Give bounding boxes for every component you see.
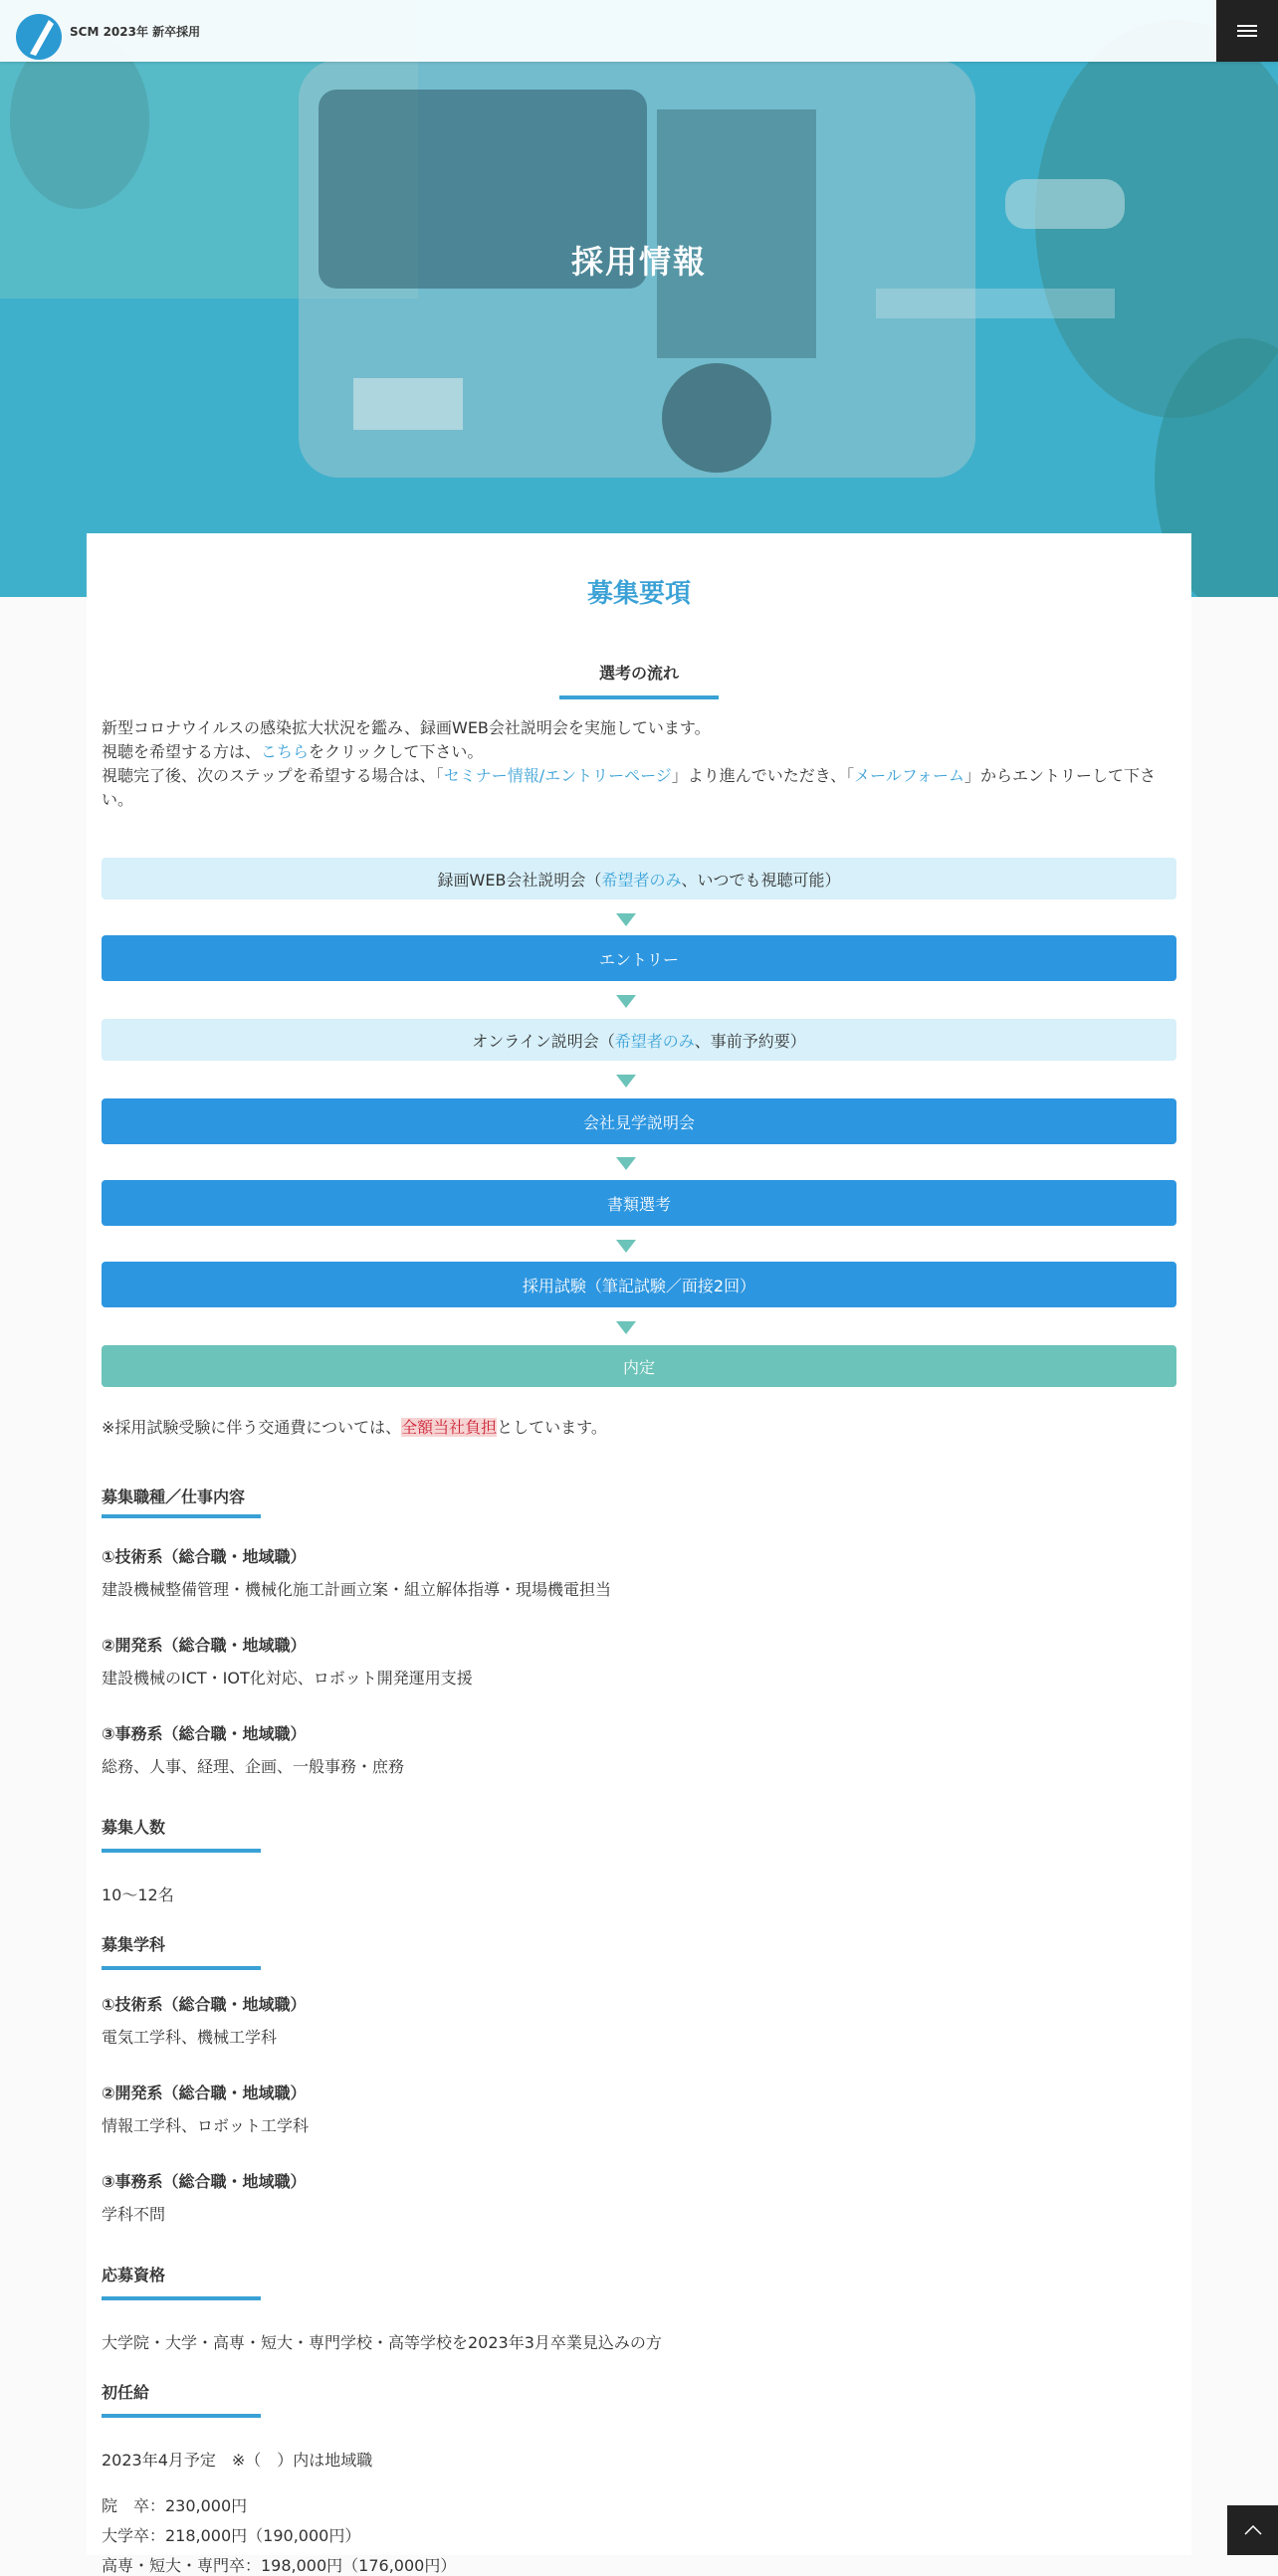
count-heading: 募集人数 — [102, 1818, 166, 1837]
job-1-title: ①技術系（総合職・地域職） — [102, 1547, 307, 1566]
flow-arrow — [616, 1075, 636, 1088]
hamburger-icon — [1237, 23, 1257, 39]
flow-step-company-tour[interactable]: 会社見学説明会 — [102, 1098, 1176, 1144]
page-title: 採用情報 — [570, 243, 707, 281]
flow-arrow — [616, 1321, 636, 1334]
video-link[interactable]: こちら — [261, 742, 310, 761]
salary-note: 2023年4月予定 ※（ ）内は地域職 — [102, 2451, 373, 2470]
intro-text-a: 視聴を希望する方は、 — [102, 742, 262, 761]
dept-1-title: ①技術系（総合職・地域職） — [102, 1995, 307, 2014]
dept-3-title: ③事務系（総合職・地域職） — [102, 2172, 307, 2191]
step-text: 録画WEB会社説明会（ — [437, 870, 602, 890]
transport-note — [102, 1415, 1176, 1438]
flow-step-document-screening[interactable]: 書類選考 — [102, 1180, 1176, 1226]
heading-underline — [102, 1514, 261, 1518]
job-3-desc: 総務、人事、経理、企画、一般事務・庶務 — [102, 1757, 405, 1776]
salary-row: 高専・短大・専門卒：198,000円（176,000円） — [102, 2556, 457, 2575]
step-text: 、事前予約要） — [694, 1031, 806, 1051]
job-2-desc: 建設機械のICT・IOT化対応、ロボット開発運用支援 — [102, 1669, 473, 1687]
job-1-desc: 建設機械整備管理・機械化施工計画立案・組立解体指導・現場機電担当 — [102, 1580, 612, 1599]
site-header — [0, 0, 1278, 62]
salary-heading: 初任給 — [102, 2383, 150, 2402]
note-text: としています。 — [497, 1418, 607, 1437]
chevron-up-icon — [1244, 2525, 1262, 2535]
intro-text-e: 」からエントリーして下さい。 — [102, 766, 1157, 809]
seminar-entry-link[interactable]: セミナー情報/エントリーページ — [443, 766, 672, 785]
heading-underline — [102, 2414, 261, 2418]
intro-line-1: 新型コロナウイルスの感染拡大状況を鑑み、録画WEB会社説明会を実施しています。 — [102, 718, 711, 737]
menu-button[interactable] — [1216, 0, 1278, 62]
flow-arrow — [616, 1240, 636, 1253]
salary-row: 大学卒：218,000円（190,000円） — [102, 2526, 361, 2545]
flow-arrow — [616, 913, 636, 926]
dept-3-desc: 学科不問 — [102, 2205, 166, 2224]
section-title: 募集要項 — [586, 579, 691, 609]
intro-line-2 — [102, 740, 1176, 764]
back-to-top-button[interactable] — [1227, 2505, 1278, 2555]
flow-arrow — [616, 1157, 636, 1170]
note-text: ※採用試験受験に伴う交通費については、 — [102, 1418, 402, 1437]
hero-photo — [0, 0, 1278, 597]
brand-name[interactable]: SCM 2023年 新卒採用 — [70, 25, 201, 39]
job-3-title: ③事務系（総合職・地域職） — [102, 1724, 307, 1743]
flow-step-exam[interactable]: 採用試験（筆記試験／面接2回） — [102, 1262, 1176, 1307]
content-card — [87, 533, 1191, 2575]
dept-2-desc: 情報工学科、ロボット工学科 — [102, 2116, 310, 2135]
flow-arrow — [616, 995, 636, 1008]
heading-underline — [102, 1966, 261, 1970]
dept-heading: 募集学科 — [102, 1935, 166, 1954]
job-2-title: ②開発系（総合職・地域職） — [102, 1636, 307, 1655]
intro-text — [102, 716, 1176, 812]
step-highlight: 希望者のみ — [601, 870, 682, 890]
intro-line-3 — [102, 764, 1176, 812]
flow-step-online-seminar — [102, 1019, 1176, 1061]
step-highlight: 希望者のみ — [614, 1031, 695, 1051]
salary-row: 院 卒：230,000円 — [102, 2496, 248, 2515]
qualification-value: 大学院・大学・高専・短大・専門学校・高等学校を2023年3月卒業見込みの方 — [102, 2333, 662, 2352]
flow-step-entry[interactable]: エントリー — [102, 935, 1176, 981]
company-logo[interactable] — [16, 14, 62, 60]
tab-selection-flow[interactable] — [87, 661, 1191, 700]
step-text: オンライン説明会（ — [472, 1031, 615, 1051]
intro-text-c: 視聴完了後、次のステップを希望する場合は、「 — [102, 766, 444, 785]
tab-label: 選考の流れ — [559, 661, 719, 699]
flow-step-web-seminar — [102, 858, 1176, 899]
heading-underline — [102, 1849, 261, 1853]
heading-underline — [102, 2296, 261, 2300]
dept-2-title: ②開発系（総合職・地域職） — [102, 2083, 307, 2102]
note-highlight: 全額当社負担 — [401, 1418, 498, 1437]
intro-text-b: をクリックして下さい。 — [309, 742, 484, 761]
flow-step-offer: 内定 — [102, 1345, 1176, 1387]
hero-banner — [0, 0, 1278, 597]
step-text: 、いつでも視聴可能） — [681, 870, 841, 890]
qualification-heading: 応募資格 — [102, 2266, 166, 2284]
jobs-heading: 募集職種／仕事内容 — [102, 1487, 246, 1506]
dept-1-desc: 電気工学科、機械工学科 — [102, 2028, 278, 2047]
intro-text-d: 」より進んでいただき、「 — [671, 766, 855, 785]
mail-form-link[interactable]: メールフォーム — [854, 766, 965, 785]
count-value: 10〜12名 — [102, 1885, 174, 1904]
